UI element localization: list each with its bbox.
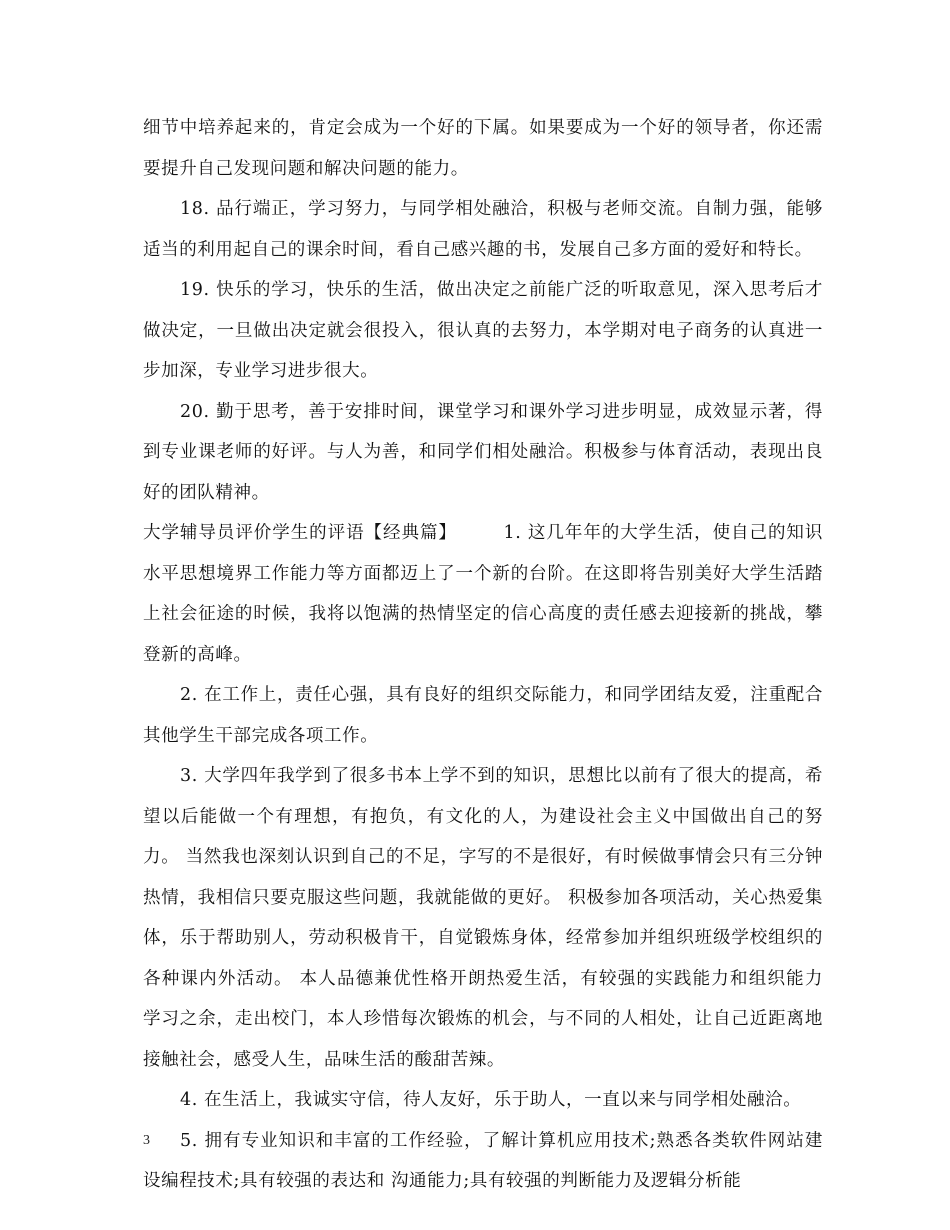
- paragraph-item-4: 4. 在生活上，我诚实守信，待人友好，乐于助人，一直以来与同学相处融洽。: [180, 1090, 802, 1110]
- paragraph-item-5: 5. 拥有专业知识和丰富的工作经验，了解计算机应用技术;熟悉各类软件网站建设编程技术;具有较强的表达和 沟通能力;具有较强的判断能力及逻辑分析能: [143, 1130, 823, 1191]
- paragraph-item-2: 2. 在工作上，责任心强，具有良好的组织交际能力，和同学团结友爱，注重配合其他学生干部完成各项工作。: [143, 685, 823, 746]
- paragraph-item-19: 19. 快乐的学习，快乐的生活，做出决定之前能广泛的听取意见，深入思考后才做决定，一旦做出决定就会很投入，很认真的去努力，本学期对电子商务的认真进一步加深，专业学习进步很大。: [143, 280, 823, 381]
- paragraph-item-3: 3. 大学四年我学到了很多书本上学不到的知识，思想比以前有了很大的提高，希望以后能做一个有理想，有抱负，有文化的人，为建设社会主义中国做出自己的努力。 当然我也深刻认识到自己的不足，字写的不是很好，有时候做事情会只有三分钟热情，我相信只要克服这些问题，我就能做的更好。 积极参加各项活动，关心热爱集体，乐于帮助别人，劳动积极肯干，自觉锻炼身体，经常参加并组织班级学校组织的各种课内外活动。 本人品德兼优性格开朗热爱生活，有较强的实践能力和组织能力 学习之余，走出校门，本人珍惜每次锻炼的机会，与不同的人相处，让自己近距离地接触社会，感受人生，品味生活的酸甜苦辣。: [143, 766, 823, 1070]
- document-body: [143, 108, 823, 1202]
- paragraph-continuation: 细节中培养起来的，肯定会成为一个好的下属。如果要成为一个好的领导者，你还需要提升自己发现问题和解决问题的能力。: [143, 118, 823, 179]
- paragraph-item-18: 18. 品行端正，学习努力，与同学相处融洽，积极与老师交流。自制力强，能够适当的利用起自己的课余时间，看自己感兴趣的书，发展自己多方面的爱好和特长。: [143, 199, 823, 260]
- paragraph-item-20: 20. 勤于思考，善于安排时间，课堂学习和课外学习进步明显，成效显示著，得到专业课老师的好评。与人为善，和同学们相处融洽。积极参与体育活动，表现出良好的团队精神。: [143, 401, 823, 503]
- paragraph-section-heading-item-1: 大学辅导员评价学生的评语【经典篇】 1. 这几年年的大学生活，使自己的知识水平思想境界工作能力等方面都迈上了一个新的台阶。在这即将告别美好大学生活踏上社会征途的时候，我将以饱满的热情坚定的信心高度的责任感去迎接新的挑战，攀登新的高峰。: [143, 523, 823, 665]
- page-number: 3: [143, 1133, 150, 1148]
